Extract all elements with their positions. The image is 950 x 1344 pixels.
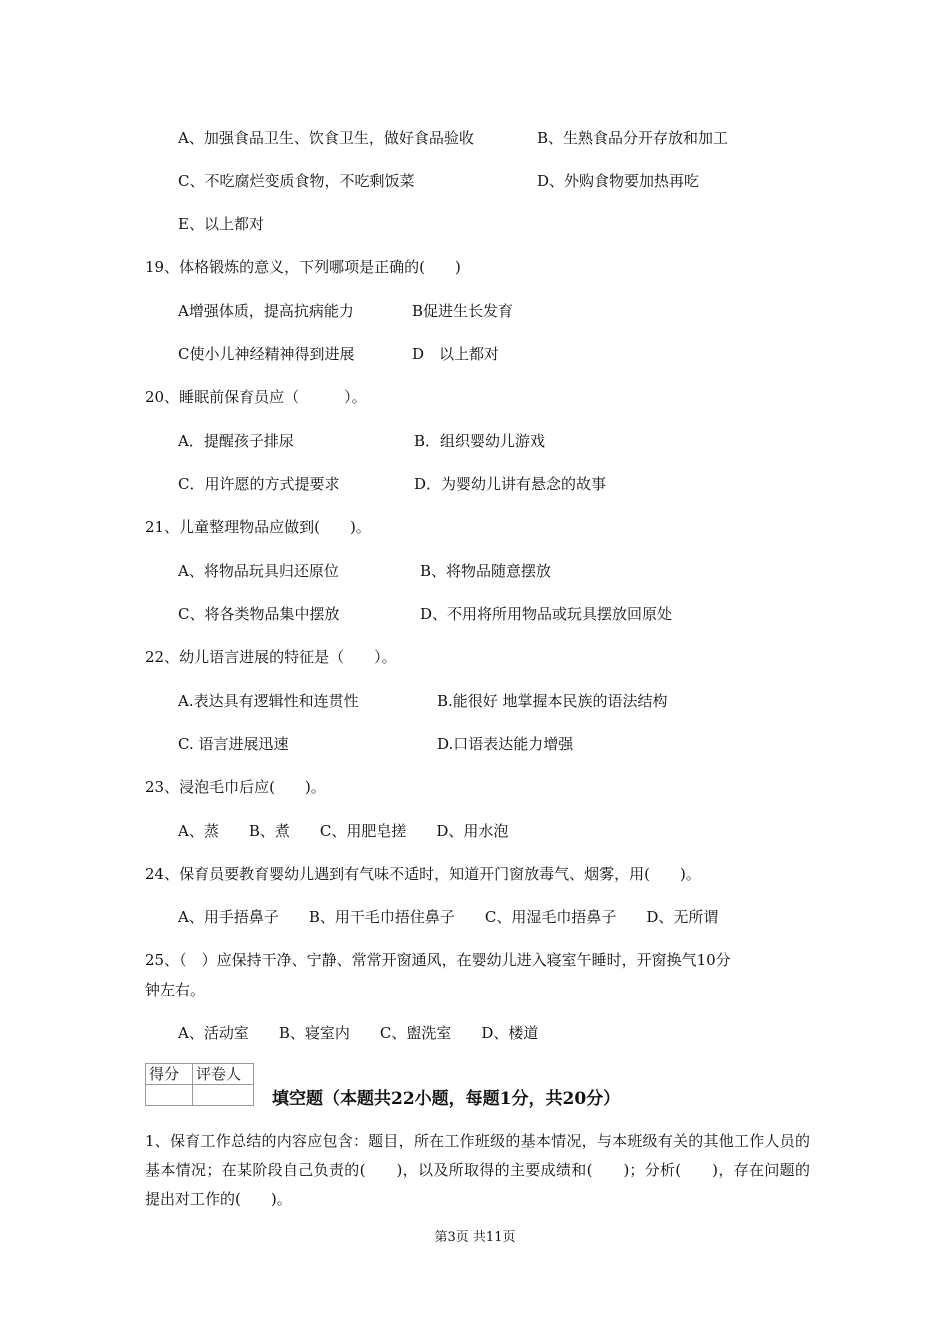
q21-stem: 21、儿童整理物品应做到( )。 bbox=[145, 518, 371, 536]
q19-stem: 19、体格锻炼的意义，下列哪项是正确的( ) bbox=[145, 258, 461, 276]
score-cell bbox=[146, 1085, 193, 1106]
q22-stem: 22、幼儿语言进展的特征是（ ）。 bbox=[145, 648, 397, 666]
q20-option-c: C．用许愿的方式提要求 bbox=[178, 475, 340, 493]
score-label: 得分 bbox=[146, 1064, 193, 1085]
q20-option-a: A．提醒孩子排尿 bbox=[178, 432, 294, 450]
q25-stem-line2: 钟左右。 bbox=[145, 981, 206, 999]
q18-option-a: A、加强食品卫生、饮食卫生，做好食品验收 bbox=[178, 129, 474, 147]
fill-question-1: 1、保育工作总结的内容应包含：题目，所在工作班级的基本情况，与本班级有关的其他工作人员的基本情况；在某阶段自己负责的( )，以及所取得的主要成绩和( )；分析( )，存在问题的提出对工作的( )。 bbox=[145, 1132, 810, 1208]
q18-option-e: E、以上都对 bbox=[178, 215, 264, 233]
score-box bbox=[145, 1063, 254, 1106]
q22-option-d: D.口语表达能力增强 bbox=[437, 735, 574, 753]
q20-stem: 20、睡眠前保育员应（ ）。 bbox=[145, 388, 367, 406]
grader-label: 评卷人 bbox=[193, 1064, 254, 1085]
q24-stem: 24、保育员要教育婴幼儿遇到有气味不适时，知道开门窗放毒气、烟雾，用( )。 bbox=[145, 865, 701, 883]
grader-cell bbox=[193, 1085, 254, 1106]
q20-option-d: D．为婴幼儿讲有悬念的故事 bbox=[414, 475, 607, 493]
q18-option-b: B、生熟食品分开存放和加工 bbox=[537, 129, 729, 147]
q22-option-a: A.表达具有逻辑性和连贯性 bbox=[178, 692, 359, 710]
q19-option-b: B促进生长发育 bbox=[412, 302, 514, 320]
q20-option-b: B．组织婴幼儿游戏 bbox=[414, 432, 546, 450]
q25-stem-line1: 25、（ ）应保持干净、宁静、常常开窗通风，在婴幼儿进入寝室午睡时，开窗换气10分 bbox=[145, 951, 731, 969]
q19-option-a: A增强体质，提高抗病能力 bbox=[178, 302, 354, 320]
q18-option-c: C、不吃腐烂变质食物，不吃剩饭菜 bbox=[178, 172, 415, 190]
q21-option-c: C、将各类物品集中摆放 bbox=[178, 605, 340, 623]
q22-option-c: C. 语言进展迅速 bbox=[178, 735, 289, 753]
section-title: 填空题（本题共22小题，每题1分，共20分） bbox=[272, 1089, 621, 1109]
q18-option-d: D、外购食物要加热再吃 bbox=[537, 172, 700, 190]
q25-options: A、活动室 B、寝室内 C、盥洗室 D、楼道 bbox=[178, 1024, 539, 1042]
q22-option-b: B.能很好 地掌握本民族的语法结构 bbox=[437, 692, 668, 710]
page-footer: 第3页 共11页 bbox=[434, 1230, 516, 1245]
q21-option-d: D、不用将所用物品或玩具摆放回原处 bbox=[420, 605, 673, 623]
q21-option-b: B、将物品随意摆放 bbox=[420, 562, 552, 580]
q19-option-d: D 以上都对 bbox=[412, 345, 500, 363]
q23-options: A、蒸 B、煮 C、用肥皂搓 D、用水泡 bbox=[178, 822, 509, 840]
q24-options: A、用手捂鼻子 B、用干毛巾捂住鼻子 C、用湿毛巾捂鼻子 D、无所谓 bbox=[178, 908, 719, 926]
q19-option-c: C使小儿神经精神得到进展 bbox=[178, 345, 355, 363]
q21-option-a: A、将物品玩具归还原位 bbox=[178, 562, 339, 580]
q23-stem: 23、浸泡毛巾后应( )。 bbox=[145, 778, 326, 796]
